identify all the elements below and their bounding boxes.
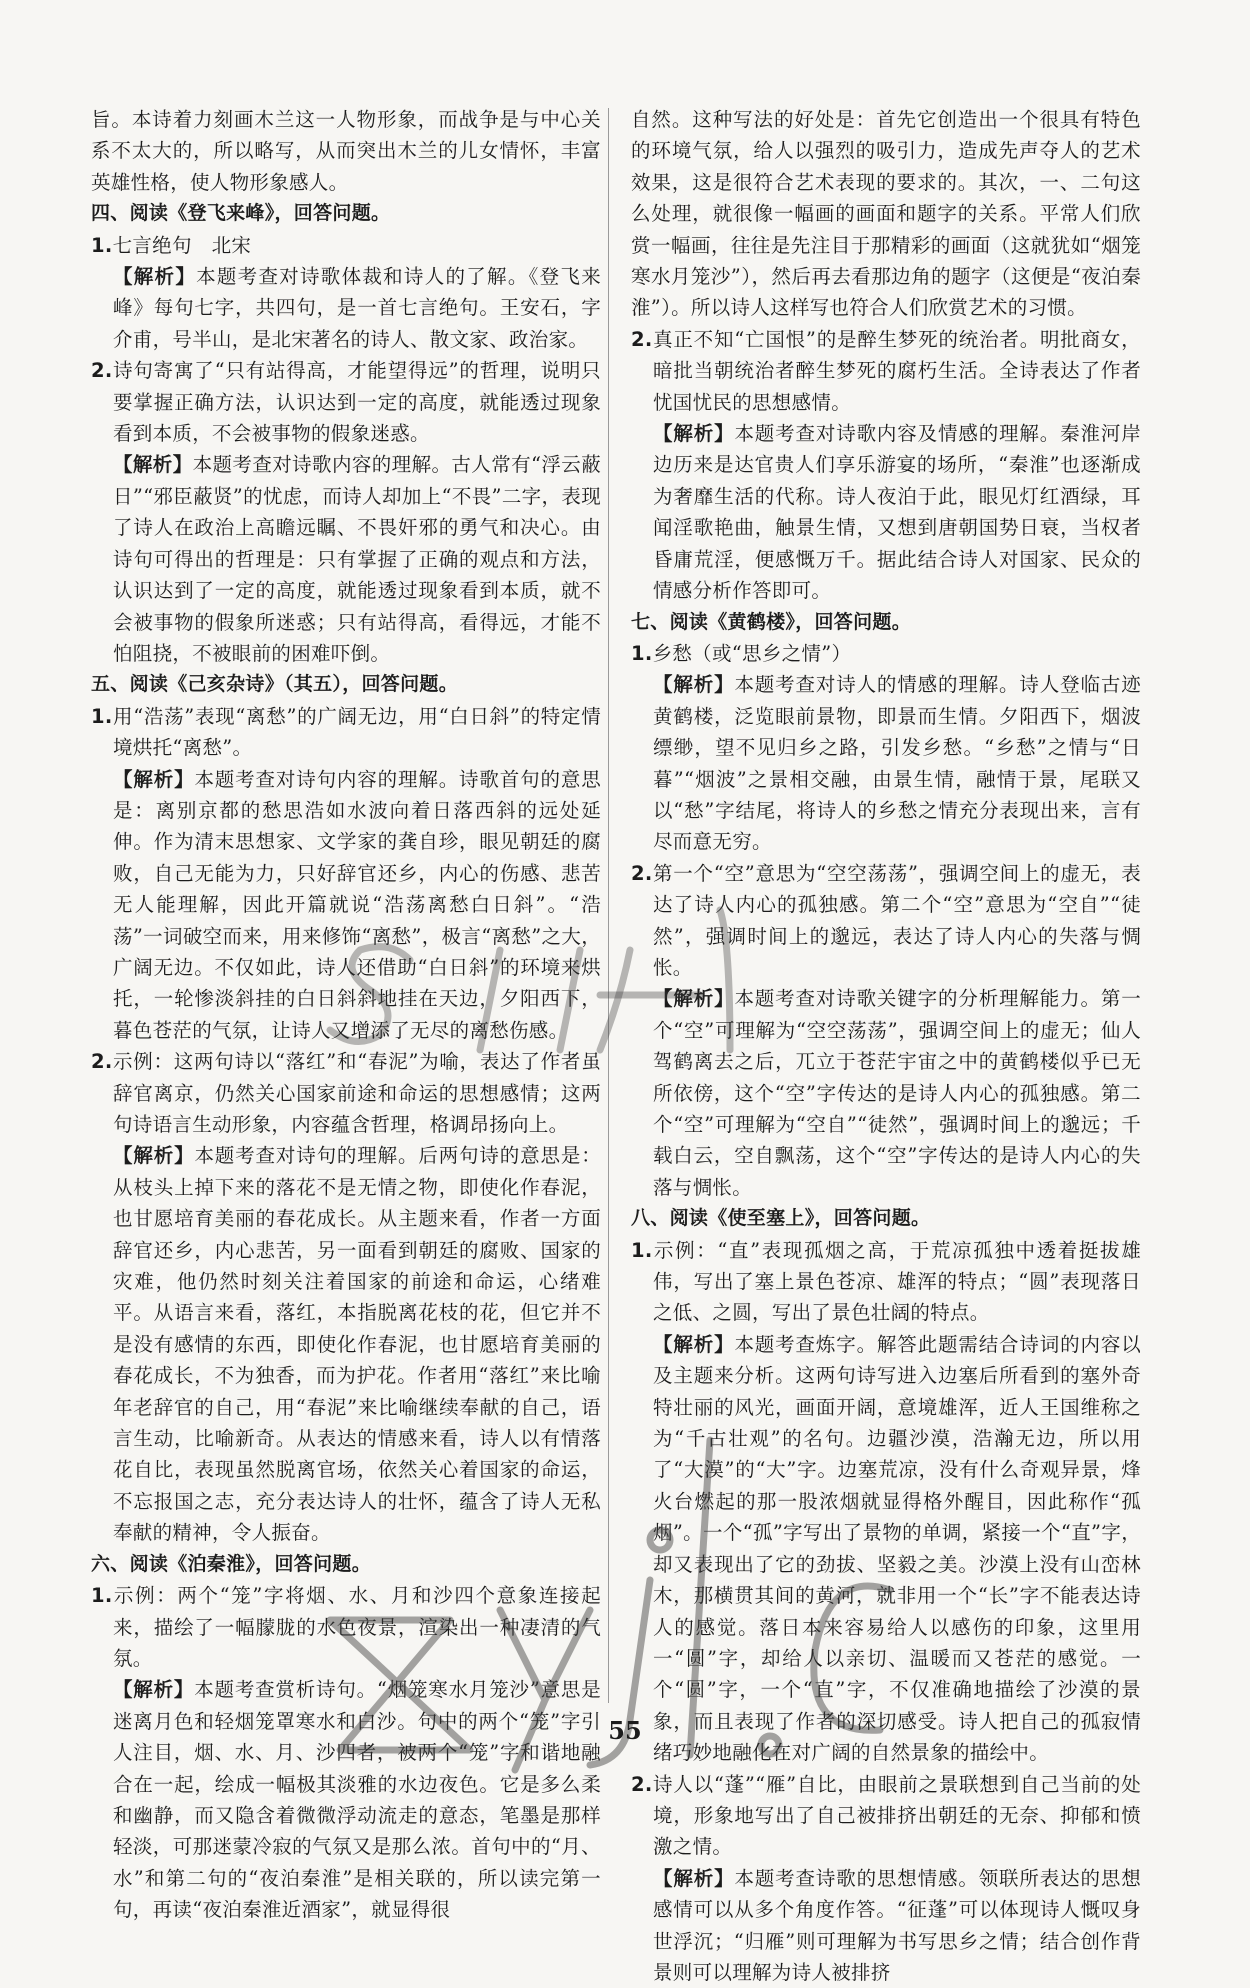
item-number: 2. <box>631 1772 653 1796</box>
analysis-tag: 【解析】 <box>653 1332 735 1356</box>
section-heading: 四、阅读《登飞来峰》，回答问题。 <box>91 202 391 225</box>
analysis-tag: 【解析】 <box>653 987 735 1011</box>
analysis-paragraph <box>91 1140 601 1548</box>
item-number: 2. <box>631 327 653 351</box>
analysis-text: 本题考查对诗歌体裁和诗人的了解。《登飞来峰》每句七字，共四句，是一首七言绝句。王安石，字介甫，号半山，是北宋著名的诗人、散文家、政治家。 <box>113 265 601 351</box>
analysis-tag: 【解析】 <box>113 1678 195 1702</box>
item-number: 1. <box>631 641 653 665</box>
column-divider <box>608 108 609 1703</box>
item-text: 示例：“直”表现孤烟之高，于荒凉孤独中透着挺拔雄伟，写出了塞上景色苍凉、雄浑的特点；“圆”表现落日之低、之圆，写出了景色壮阔的特点。 <box>652 1238 1141 1325</box>
answer-item <box>91 1046 601 1140</box>
item-text: 乡愁（或“思乡之情”） <box>652 641 852 665</box>
analysis-paragraph <box>91 764 601 1047</box>
page-number: 55 <box>608 1716 642 1745</box>
item-number: 1. <box>91 704 113 728</box>
continued-paragraph: 旨。本诗着力刻画木兰这一人物形象，而战争是与中心关系不太大的，所以略写，从而突出木兰的儿女情怀，丰富英雄性格，使人物形象感人。 <box>91 108 601 194</box>
analysis-text: 本题考查对诗句内容的理解。诗歌首句的意思是：离别京都的愁思浩如水波向着日落西斜的远处延伸。作为清末思想家、文学家的龚自珍，眼见朝廷的腐败，自己无能为力，只好辞官还乡，内心的伤感、悲苦无人能理解，因此开篇就说“浩荡离愁白日斜”。“浩荡”一词破空而来，用来修饰“离愁”，极言“离愁”之大，广阔无边。不仅如此，诗人还借助“白日斜”的环境来烘托，一轮惨淡斜挂的白日斜斜地挂在天边，夕阳西下，暮色苍茫的气氛，让诗人又增添了无尽的离愁伤感。 <box>113 767 601 1042</box>
analysis-text: 本题考查赏析诗句。“烟笼寒水月笼沙”意思是迷离月色和轻烟笼罩寒水和白沙。句中的两个“笼”字引人注目，烟、水、月、沙四者，被两个“笼”字和谐地融合在一起，绘成一幅极其淡雅的水边夜色。它是多么柔和幽静，而又隐含着微微浮动流走的意态，笔墨是那样轻淡，可那迷蒙冷寂的气氛又是那么浓。首句中的“月、水”和第二句的“夜泊秦淮”是相关联的，所以读完第一句，再读“夜泊秦淮近酒家”，就显得很 <box>113 1678 601 1922</box>
analysis-paragraph <box>91 261 601 355</box>
item-number: 2. <box>91 1050 113 1074</box>
answer-item <box>91 701 601 764</box>
analysis-paragraph <box>631 1329 1141 1769</box>
item-text: 第一个“空”意思为“空空荡荡”，强调空间上的虚无，表达了诗人内心的孤独感。第二个“空”意思为“空自”“徒然”，强调时间上的邈远，表达了诗人内心的失落与惆怅。 <box>652 861 1141 979</box>
item-text: 示例：两个“笼”字将烟、水、月和沙四个意象连接起来，描绘了一幅朦胧的水色夜景，渲染出一种凄清的气氛。 <box>112 1584 601 1670</box>
analysis-tag: 【解析】 <box>113 767 195 791</box>
item-number: 2. <box>91 359 113 383</box>
answer-item <box>631 1235 1141 1329</box>
section-heading: 八、阅读《使至塞上》，回答问题。 <box>631 1207 931 1230</box>
section-heading: 六、阅读《泊秦淮》，回答问题。 <box>91 1552 372 1575</box>
analysis-paragraph <box>631 983 1141 1203</box>
analysis-paragraph <box>631 1863 1141 1988</box>
item-text: 诗人以“蓬”“雁”自比，由眼前之景联想到自己当前的处境，形象地写出了自己被排挤出朝廷的无奈、抑郁和愤激之情。 <box>652 1772 1141 1859</box>
answer-item <box>631 324 1141 418</box>
analysis-tag: 【解析】 <box>113 265 197 289</box>
analysis-paragraph <box>91 449 601 669</box>
analysis-tag: 【解析】 <box>653 1866 735 1890</box>
answer-item <box>631 638 1141 669</box>
analysis-text: 本题考查炼字。解答此题需结合诗词的内容以及主题来分析。这两句诗写进入边塞后所看到的塞外奇特壮丽的风光，画面开阔，意境雄浑，近人王国维称之为“千古壮观”的名句。边疆沙漠，浩瀚无边，所以用了“大漠”的“大”字。边塞荒凉，没有什么奇观异景，烽火台燃起的那一股浓烟就显得格外醒目，因此称作“孤烟”。一个“孤”字写出了景物的单调，紧接一个“直”字，却又表现出了它的劲拔、坚毅之美。沙漠上没有山峦林木，那横贯其间的黄河，就非用一个“长”字不能表达诗人的感觉。落日本来容易给人以感伤的印象，这里用一“圆”字，却给人以亲切、温暖而又苍茫的感觉。一个“圆”字，一个“直”字，不仅准确地描绘了沙漠的景象，而且表现了作者的深切感受。诗人把自己的孤寂情绪巧妙地融化在对广阔的自然景象的描绘中。 <box>653 1332 1141 1765</box>
answer-item <box>91 355 601 449</box>
answer-item <box>91 1580 601 1674</box>
answer-item <box>631 858 1141 984</box>
item-text: 真正不知“亡国恨”的是醉生梦死的统治者。明批商女，暗批当朝统治者醉生梦死的腐朽生活。全诗表达了作者忧国忧民的思想感情。 <box>652 327 1141 414</box>
item-text: 七言绝句 北宋 <box>112 233 252 257</box>
analysis-paragraph <box>91 1674 601 1925</box>
item-text: 用“浩荡”表现“离愁”的广阔无边，用“白日斜”的特定情境烘托“离愁”。 <box>112 704 601 760</box>
item-text: 示例：这两句诗以“落红”和“春泥”为喻，表达了作者虽辞官离京，仍然关心国家前途和命运的思想感情；这两句诗语言生动形象，内容蕴含哲理，格调昂扬向上。 <box>112 1050 601 1136</box>
analysis-text: 本题考查对诗歌关键字的分析理解能力。第一个“空”可理解为“空空荡荡”，强调空间上的虚无；仙人驾鹤离去之后，兀立于苍茫宇宙之中的黄鹤楼似乎已无所依傍，这个“空”字传达的是诗人内心的孤独感。第二个“空”可理解为“空自”“徒然”，强调时间上的邈远；千载白云，空自飘荡，这个“空”字传达的是诗人内心的失落与惆怅。 <box>653 987 1141 1199</box>
analysis-text: 本题考查诗歌的思想情感。领联所表达的思想感情可以从多个角度作答。“征蓬”可以体现诗人慨叹身世浮沉；“归雁”则可理解为书写思乡之情；结合创作背景则可以理解为诗人被排挤 <box>653 1866 1141 1984</box>
item-number: 1. <box>631 1238 653 1262</box>
item-number: 2. <box>631 861 653 885</box>
right-column <box>631 104 1141 1988</box>
analysis-paragraph <box>631 418 1141 606</box>
analysis-tag: 【解析】 <box>653 422 735 446</box>
section-heading: 五、阅读《己亥杂诗》（其五），回答问题。 <box>91 673 459 696</box>
answer-item <box>91 230 601 261</box>
analysis-tag: 【解析】 <box>653 673 735 697</box>
item-text: 诗句寄寓了“只有站得高，才能望得远”的哲理，说明只要掌握正确方法，认识达到一定的高度，就能透过现象看到本质，不会被事物的假象迷惑。 <box>112 359 601 446</box>
analysis-paragraph <box>631 669 1141 857</box>
answer-item <box>631 1769 1141 1863</box>
item-number: 1. <box>91 1584 113 1608</box>
continued-paragraph: 自然。这种写法的好处是：首先它创造出一个很具有特色的环境气氛，给人以强烈的吸引力，造成先声夺人的艺术效果，这是很符合艺术表现的要求的。其次，一、二句这么处理，就很像一幅画的画面和题字的关系。平常人们欣赏一幅画，往往是先注目于那精彩的画面（这就犹如“烟笼寒水月笼沙”），然后再去看那边角的题字（这便是“夜泊秦淮”）。所以诗人这样写也符合人们欣赏艺术的习惯。 <box>631 108 1141 320</box>
analysis-text: 本题考查对诗句的理解。后两句诗的意思是：从枝头上掉下来的落花不是无情之物，即使化作春泥，也甘愿培育美丽的春花成长。从主题来看，作者一方面辞官还乡，内心悲苦，另一面看到朝廷的腐败、国家的灾难，他仍然时刻关注着国家的前途和命运，心绪难平。从语言来看，落红，本指脱离花枝的花，但它并不是没有感情的东西，即使化作春泥，也甘愿培育美丽的春花成长，不为独香，而为护花。作者用“落红”来比喻年老辞官的自己，用“春泥”来比喻继续奉献的自己，语言生动，比喻新奇。从表达的情感来看，诗人以有情落花自比，表现虽然脱离官场，依然关心着国家的命运，不忘报国之志，充分表达诗人的壮怀，蕴含了诗人无私奉献的精神，令人振奋。 <box>113 1144 601 1545</box>
item-number: 1. <box>91 233 113 257</box>
analysis-text: 本题考查对诗人的情感的理解。诗人登临古迹黄鹤楼，泛览眼前景物，即景而生情。夕阳西下，烟波缥缈，望不见归乡之路，引发乡愁。“乡愁”之情与“日暮”“烟波”之景相交融，由景生情，融情于景，尾联又以“愁”字结尾，将诗人的乡愁之情充分表现出来，言有尽而意无穷。 <box>653 673 1141 854</box>
analysis-tag: 【解析】 <box>113 1144 195 1168</box>
analysis-text: 本题考查对诗歌内容的理解。古人常有“浮云蔽日”“邪臣蔽贤”的忧虑，而诗人却加上“不畏”二字，表现了诗人在政治上高瞻远瞩、不畏奸邪的勇气和决心。由诗句可得出的哲理是：只有掌握了正确的观点和方法，认识达到了一定的高度，就能透过现象看到本质，就不会被事物的假象所迷惑；只有站得高，看得远，才能不怕阻挠，不被眼前的困难吓倒。 <box>113 453 601 665</box>
analysis-text: 本题考查对诗歌内容及情感的理解。秦淮河岸边历来是达官贵人们享乐游宴的场所，“秦淮”也逐渐成为奢靡生活的代称。诗人夜泊于此，眼见灯红酒绿，耳闻淫歌艳曲，触景生情，又想到唐朝国势日衰，当权者昏庸荒淫，便感慨万千。据此结合诗人对国家、民众的情感分析作答即可。 <box>653 422 1141 603</box>
analysis-tag: 【解析】 <box>113 453 193 477</box>
left-column <box>91 104 601 1926</box>
section-heading: 七、阅读《黄鹤楼》，回答问题。 <box>631 610 912 633</box>
